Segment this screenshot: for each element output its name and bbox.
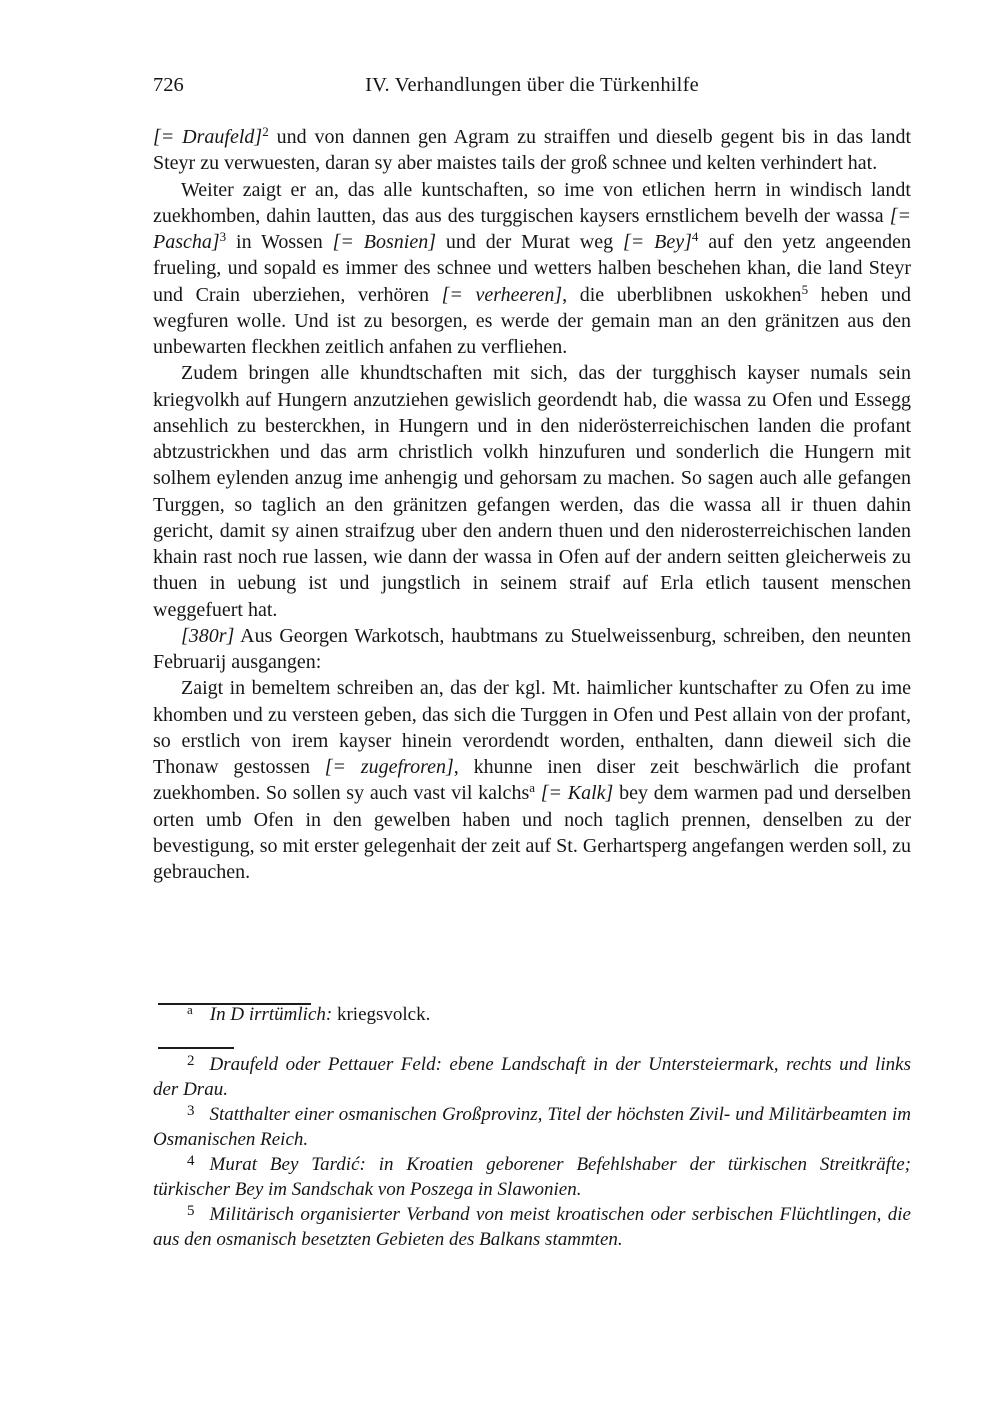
apparatus-notes xyxy=(153,1002,911,1027)
text-segment: , die uberblibnen uskokhen xyxy=(562,283,802,306)
footnote-reference: 3 xyxy=(219,229,227,244)
footnote xyxy=(153,1102,911,1152)
text-segment: Weiter zaigt er an, das alle kuntschaften, so ime von etlichen herrn in windisch landt zuekhomben, dahin lautten, das aus des turggischen kaysers ernstlichem bevelh der wassa xyxy=(153,178,911,227)
text-segment: [= Draufeld] xyxy=(153,126,263,148)
footnote-reference: 5 xyxy=(801,281,809,297)
text-segment: Statthalter einer osmanischen Großprovinz, Titel der höchsten Zivil- und Militärbeamten im Osmanischen Reich. xyxy=(153,1104,911,1150)
footnote xyxy=(153,1002,911,1027)
text-segment: Zaigt in bemeltem schreiben an, das der kgl. Mt. haimlicher kuntschafter zu Ofen zu ime khomben und zu versteen geben, das sich die Turggen in Ofen und Pest allain von der profant, so erstlich von irem kayser hinein verordendt worden, enthalten, dann dieweil sich die Thonaw gestossen xyxy=(153,677,911,778)
footnote-marker: a xyxy=(187,1002,193,1017)
text-segment: Zudem bringen alle khundtschaften mit sich, das der turgghisch kayser numals sein kriegvolkh auf Hungern anzutziehen gewislich geordendt hab, die wassa zu Ofen und Essegg ansehlich zu besterckhen, in Hungern und in den niderösterreichischen landen die profant abtzustrickhen und das arm christlich volkh hinzufuren und sonderlich die Hungern mit solhem eylenden anzug ime anhengig und gehorsam zu machen. So sagen auch alle gefangen Turggen, so taglich an den gränitzen gefangen werden, das die wassa all ir thuen dahin gericht, damit sy ainen straifzug uber den andern thuen und den niderosterreichischen landen khain rast noch rue lassen, wie dann der wassa in Ofen auf der andern seitten gleicherweis zu thuen in uebung ist und jungstlich in seinem straif auf Erla etlich tausent menschen weggefuert hat. xyxy=(153,362,911,621)
text-segment: [= Pascha] xyxy=(153,204,911,253)
footnote-marker: 5 xyxy=(187,1203,195,1219)
text-segment: in Wossen xyxy=(226,231,333,253)
text-segment: Murat Bey Tardić: in Kroatien geborener Befehlshaber der türkischen Streitkräfte; türkischer Bey im Sandschak von Poszega in Slawonien. xyxy=(153,1154,911,1200)
body-text xyxy=(153,124,911,885)
text-segment: Draufeld oder Pettauer Feld: ebene Landschaft in der Untersteiermark, rechts und links der Drau. xyxy=(153,1054,911,1100)
paragraph xyxy=(153,623,911,676)
paragraph xyxy=(153,124,911,177)
text-segment: [380r] xyxy=(181,624,235,647)
text-segment: bey dem warmen pad und derselben orten umb Ofen in den gewelben haben und noch taglich prennen, denselben zu der bevestigung, so mit erster gelegenhait der zeit auf St. Gerhartsperg angefangen werden soll, zu gebrauchen. xyxy=(153,782,912,883)
text-segment: Militärisch organisierter Verband von meist kroatischen oder serbischen Flüchtlingen, die aus den osmanisch besetzten Gebieten des Balkans stammten. xyxy=(153,1204,911,1250)
text-segment: [= verheeren] xyxy=(441,283,563,306)
text-segment: auf den yetz angeenden frueling, und sopald es immer des schnee und wetters halben beschehen khan, die land Steyr und Crain uberziehen, verhören xyxy=(153,231,912,306)
footnote-marker: 2 xyxy=(187,1053,195,1069)
text-segment: [= Kalk] xyxy=(535,782,614,805)
running-header xyxy=(153,74,911,100)
footnote xyxy=(153,1152,911,1202)
footnote-marker: 3 xyxy=(187,1103,195,1119)
text-segment: kriegsvolck. xyxy=(332,1004,431,1025)
text-segment: [= Bosnien] xyxy=(332,231,436,253)
paragraph xyxy=(153,360,911,623)
footnotes-separator-rule xyxy=(158,1047,234,1049)
text-segment: [= zugefroren] xyxy=(324,756,454,778)
footnote-reference: 4 xyxy=(691,229,699,244)
paragraph xyxy=(153,177,911,361)
footnotes xyxy=(153,1052,911,1252)
text-segment: [= Bey] xyxy=(622,231,692,253)
text-segment: , khunne inen diser zeit beschwärlich die profant zuekhomben. So sollen sy auch vast vil kalchs xyxy=(153,756,912,805)
footnote-reference: a xyxy=(529,780,536,796)
page-number: 726 xyxy=(153,74,184,96)
footnote xyxy=(153,1052,911,1102)
text-segment: Aus Georgen Warkotsch, haubtmans zu Stuelweissenburg, schreiben, den neunten Februarij ausgangen: xyxy=(153,624,911,673)
text-segment: und von dannen gen Agram zu straiffen und dieselb gegent bis in das landt Steyr zu verwuesten, daran sy aber maistes tails der groß schnee und kelten verhindert hat. xyxy=(153,126,912,175)
text-segment: und der Murat weg xyxy=(436,231,623,253)
text-segment: heben und wegfuren wolle. Und ist zu besorgen, es werde der gemain man an den gränitzen aus den unbewarten fleckhen zeitlich anfahen zu verfliehen. xyxy=(153,283,912,358)
footnote xyxy=(153,1202,911,1252)
text-segment: In D irrtümlich: xyxy=(209,1004,333,1025)
running-header-title: IV. Verhandlungen über die Türkenhilfe xyxy=(365,74,699,96)
paragraph xyxy=(153,675,911,885)
footnote-marker: 4 xyxy=(187,1153,195,1169)
footnote-reference: 2 xyxy=(262,124,269,139)
